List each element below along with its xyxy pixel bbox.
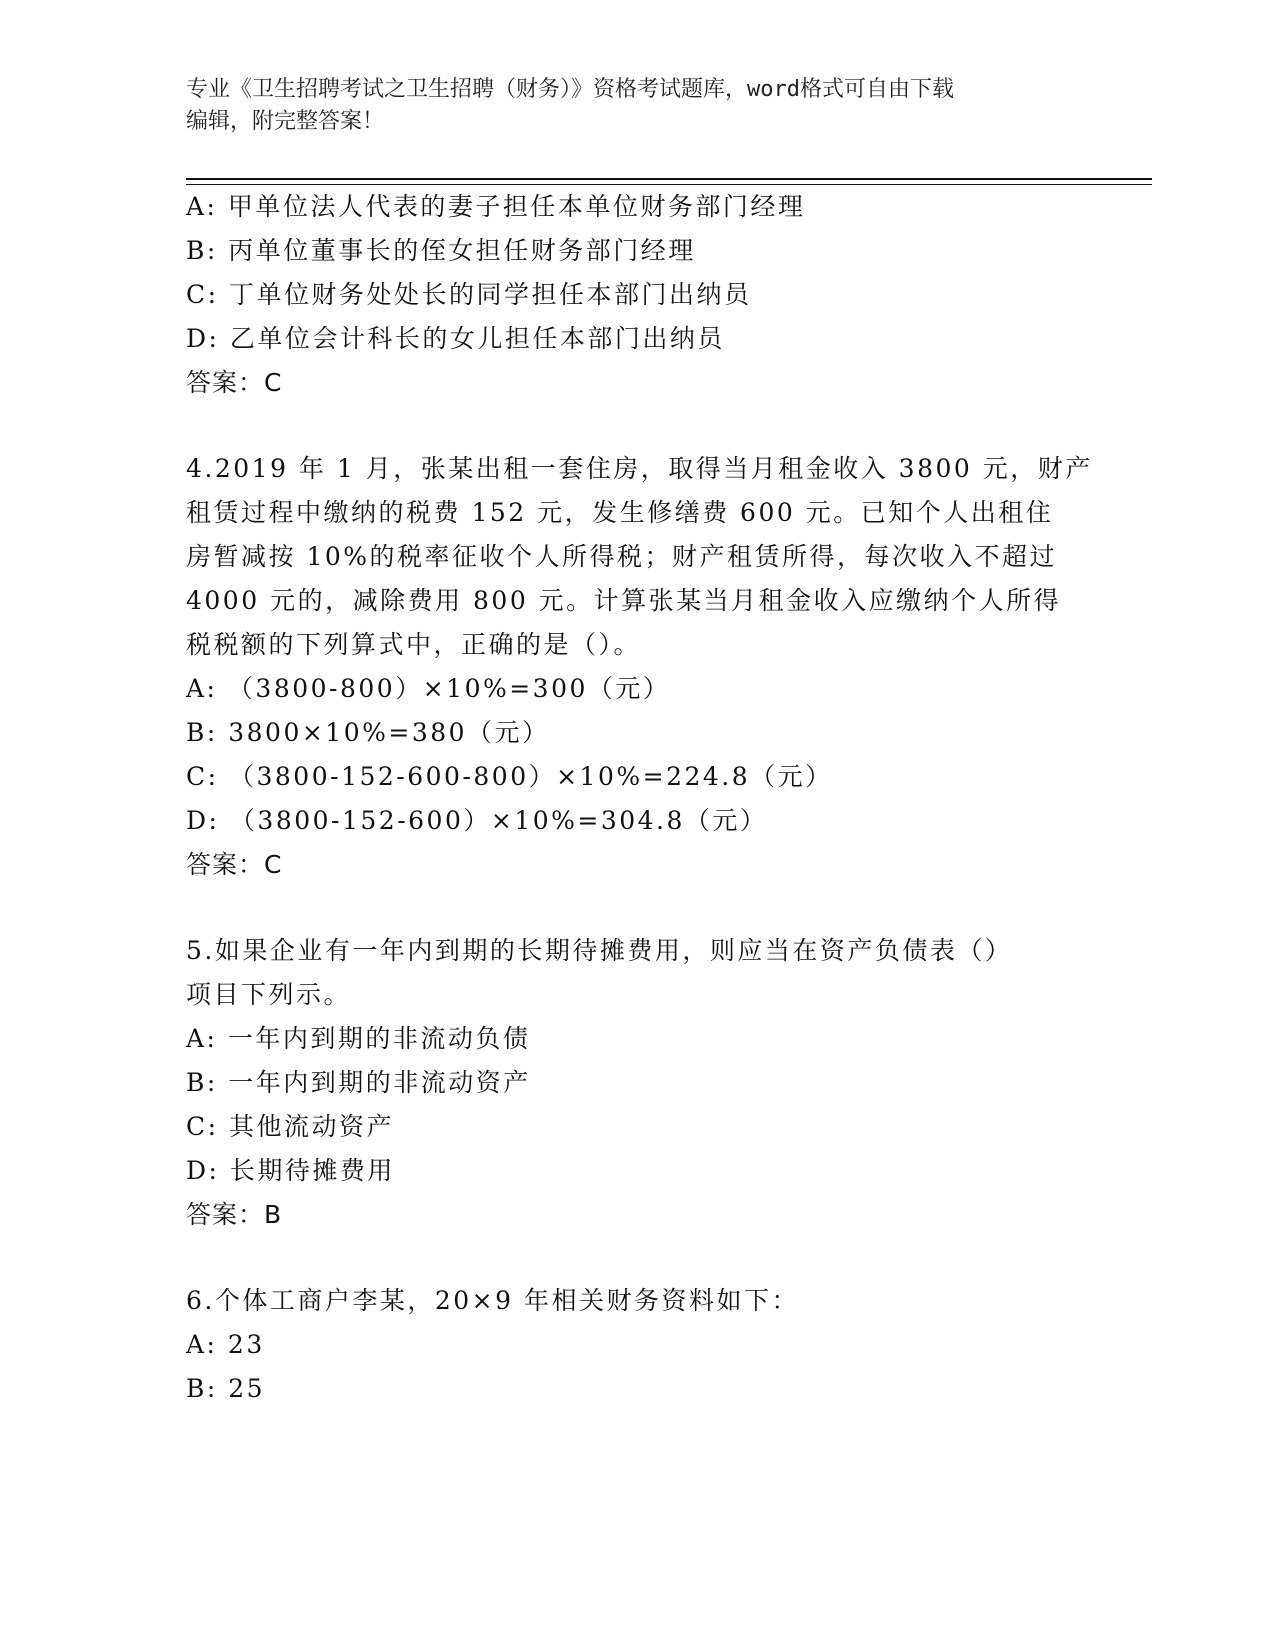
question-text-line: 房暂减按 10%的税率征收个人所得税；财产租赁所得，每次收入不超过 <box>186 542 1058 571</box>
option-c: C: （3800-152-600-800）×10%=224.8（元） <box>186 762 833 791</box>
option-a: A: 甲单位法人代表的妻子担任本单位财务部门经理 <box>186 192 806 221</box>
header-line: 专业《卫生招聘考试之卫生招聘（财务）》资格考试题库，word格式可自由下载 <box>186 77 954 102</box>
header-line: 编辑，附完整答案！ <box>186 109 385 134</box>
option-b: B: 丙单位董事长的侄女担任财务部门经理 <box>186 236 696 265</box>
option-b: B: 3800×10%=380（元） <box>186 718 550 747</box>
option-d: D: （3800-152-600）×10%=304.8（元） <box>186 806 768 835</box>
option-b: B: 25 <box>186 1374 266 1403</box>
document-header <box>186 74 1086 138</box>
option-a: A: 一年内到期的非流动负债 <box>186 1024 531 1053</box>
question-text-line: 6.个体工商户李某，20×9 年相关财务资料如下： <box>186 1286 799 1315</box>
question-text-line: 税税额的下列算式中，正确的是（）。 <box>186 630 642 659</box>
question-text-line: 5.如果企业有一年内到期的长期待摊费用，则应当在资产负债表（） <box>186 936 1013 965</box>
answer: 答案：C <box>186 850 283 879</box>
option-d: D: 长期待摊费用 <box>186 1156 395 1185</box>
option-c: C: 其他流动资产 <box>186 1112 394 1141</box>
option-a: A: （3800-800）×10%=300（元） <box>186 674 671 703</box>
header-divider-thin <box>186 184 1152 185</box>
option-c: C: 丁单位财务处处长的同学担任本部门出纳员 <box>186 280 752 309</box>
question-text-line: 4000 元的，减除费用 800 元。计算张某当月租金收入应缴纳个人所得 <box>186 586 1062 615</box>
answer: 答案：B <box>186 1200 283 1229</box>
option-a: A: 23 <box>186 1330 265 1359</box>
question-text-line: 租赁过程中缴纳的税费 152 元，发生修缮费 600 元。已知个人出租住 <box>186 498 1054 527</box>
option-d: D: 乙单位会计科长的女儿担任本部门出纳员 <box>186 324 725 353</box>
question-text-line: 项目下列示。 <box>186 980 352 1009</box>
question-text-line: 4.2019 年 1 月，张某出租一套住房，取得当月租金收入 3800 元，财产 <box>186 454 1093 483</box>
header-divider-thick <box>186 178 1152 180</box>
option-b: B: 一年内到期的非流动资产 <box>186 1068 531 1097</box>
answer: 答案：C <box>186 368 283 397</box>
